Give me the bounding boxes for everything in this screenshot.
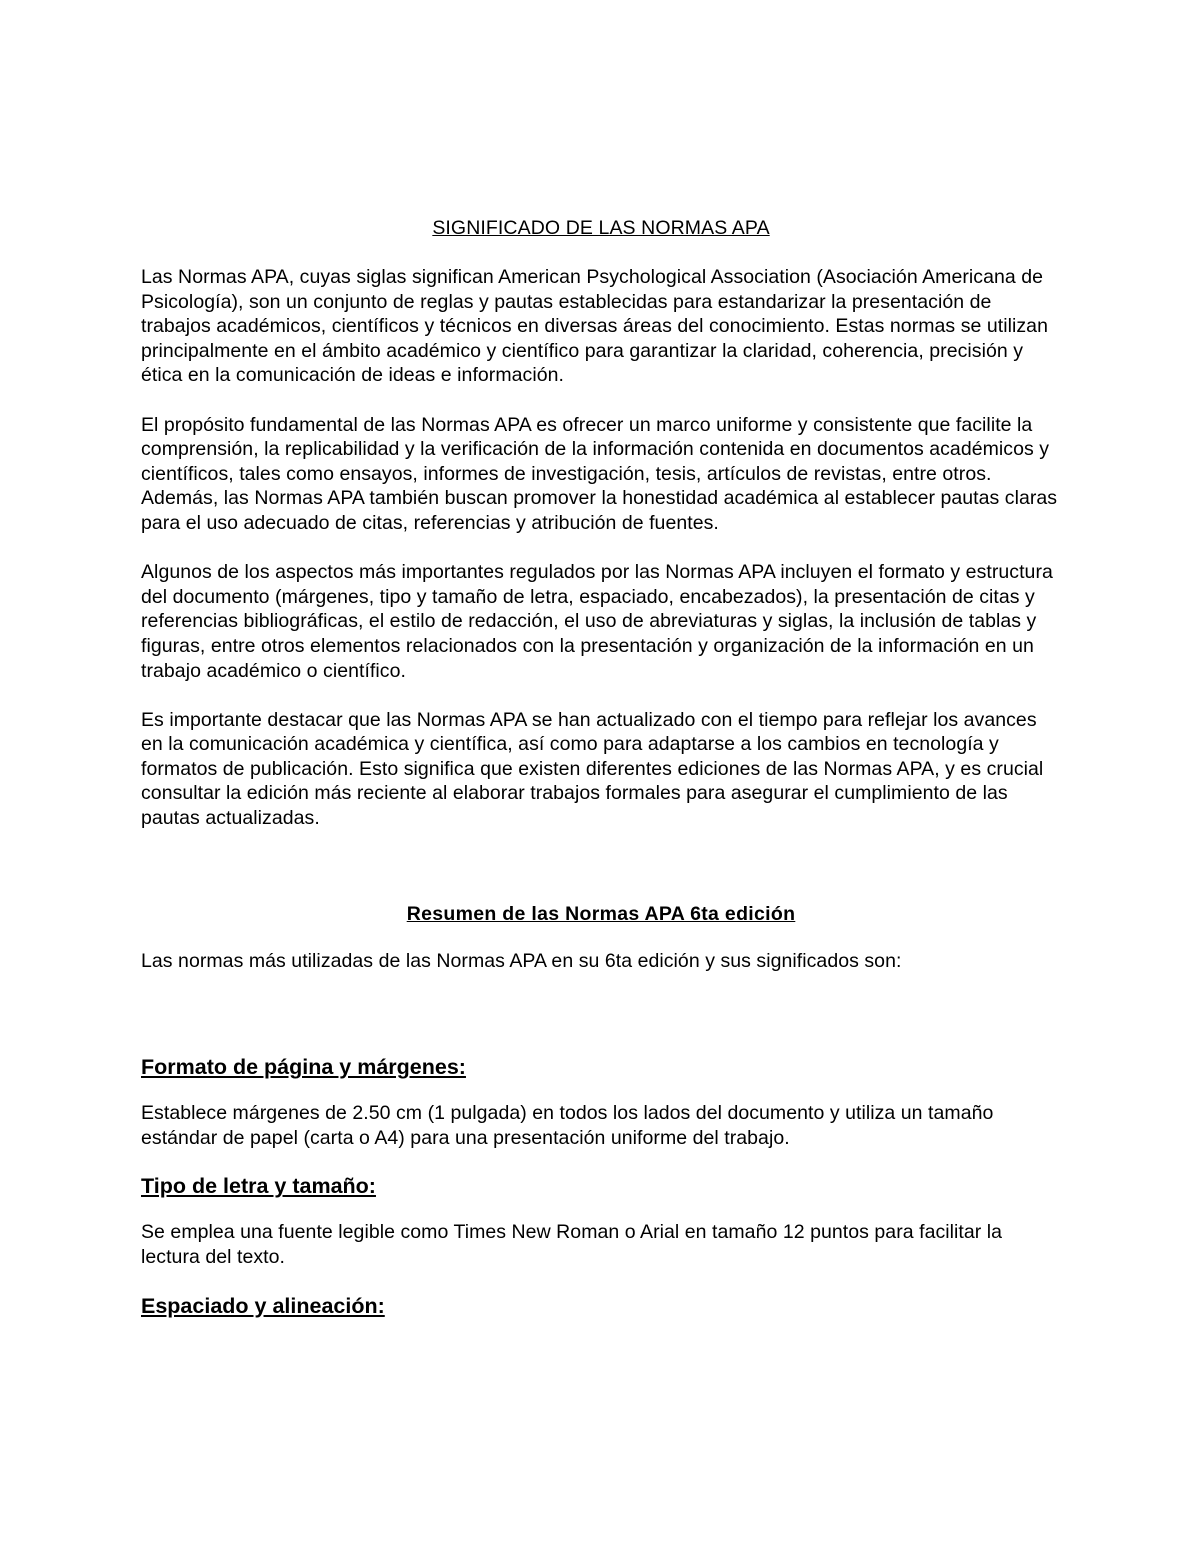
paragraph-2: El propósito fundamental de las Normas APA es ofrecer un marco uniforme y consistente que facilite la comprensión, la replicabilidad y la verificación de la información contenida en documentos académicos y científicos, tales como ensayos, informes de investigación, tesis, artículos de revistas, entre otros. Además, las Normas APA también buscan promover la honestidad académica al establecer pautas claras para el uso adecuado de citas, referencias y atribución de fuentes. [141, 413, 1058, 534]
paragraph-4: Es importante destacar que las Normas APA se han actualizado con el tiempo para reflejar los avances en la comunicación académica y científica, así como para adaptarse a los cambios en tecnología y formatos de publicación. Esto significa que existen diferentes ediciones de las Normas APA, y es crucial consultar la edición más reciente al elaborar trabajos formales para asegurar el cumplimiento de las pautas actualizadas. [141, 708, 1044, 830]
section-heading-font: Tipo de letra y tamaño: [141, 1174, 376, 1199]
paragraph-1: Las Normas APA, cuyas siglas significan American Psychological Association (Asociación Americana de Psicología), son un conjunto de reglas y pautas establecidas para estandarizar la presentación de trabajos académicos, científicos y técnicos en diversas áreas del conocimiento. Estas normas se utilizan principalmente en el ámbito académico y científico para garantizar la claridad, coherencia, precisión y ética en la comunicación de ideas e información. [141, 266, 1048, 387]
document-content [141, 215, 1061, 1340]
section-text-page-format: Establece márgenes de 2.50 cm (1 pulgada) en todos los lados del documento y utiliza un tamaño estándar de papel (carta o A4) para una presentación uniforme del trabajo. [141, 1102, 994, 1149]
summary-intro: Las normas más utilizadas de las Normas APA en su 6ta edición y sus significados son: [141, 949, 902, 972]
summary-title: Resumen de las Normas APA 6ta edición [406, 902, 796, 925]
section-text-font: Se emplea una fuente legible como Times New Roman o Arial en tamaño 12 puntos para facilitar la lectura del texto. [141, 1221, 1003, 1269]
section-heading-spacing: Espaciado y alineación: [141, 1293, 385, 1318]
paragraph-3: Algunos de los aspectos más importantes regulados por las Normas APA incluyen el formato y estructura del documento (márgenes, tipo y tamaño de letra, espaciado, encabezados), la presentación de citas y referencias bibliográficas, el estilo de redacción, el uso de abreviaturas y siglas, la inclusión de tablas y figuras, entre otros elementos relacionados con la presentación y organización de la información en un trabajo académico o científico. [141, 561, 1053, 682]
section-heading-page-format: Formato de página y márgenes: [141, 1055, 466, 1080]
document-title: SIGNIFICADO DE LAS NORMAS APA [432, 217, 770, 239]
